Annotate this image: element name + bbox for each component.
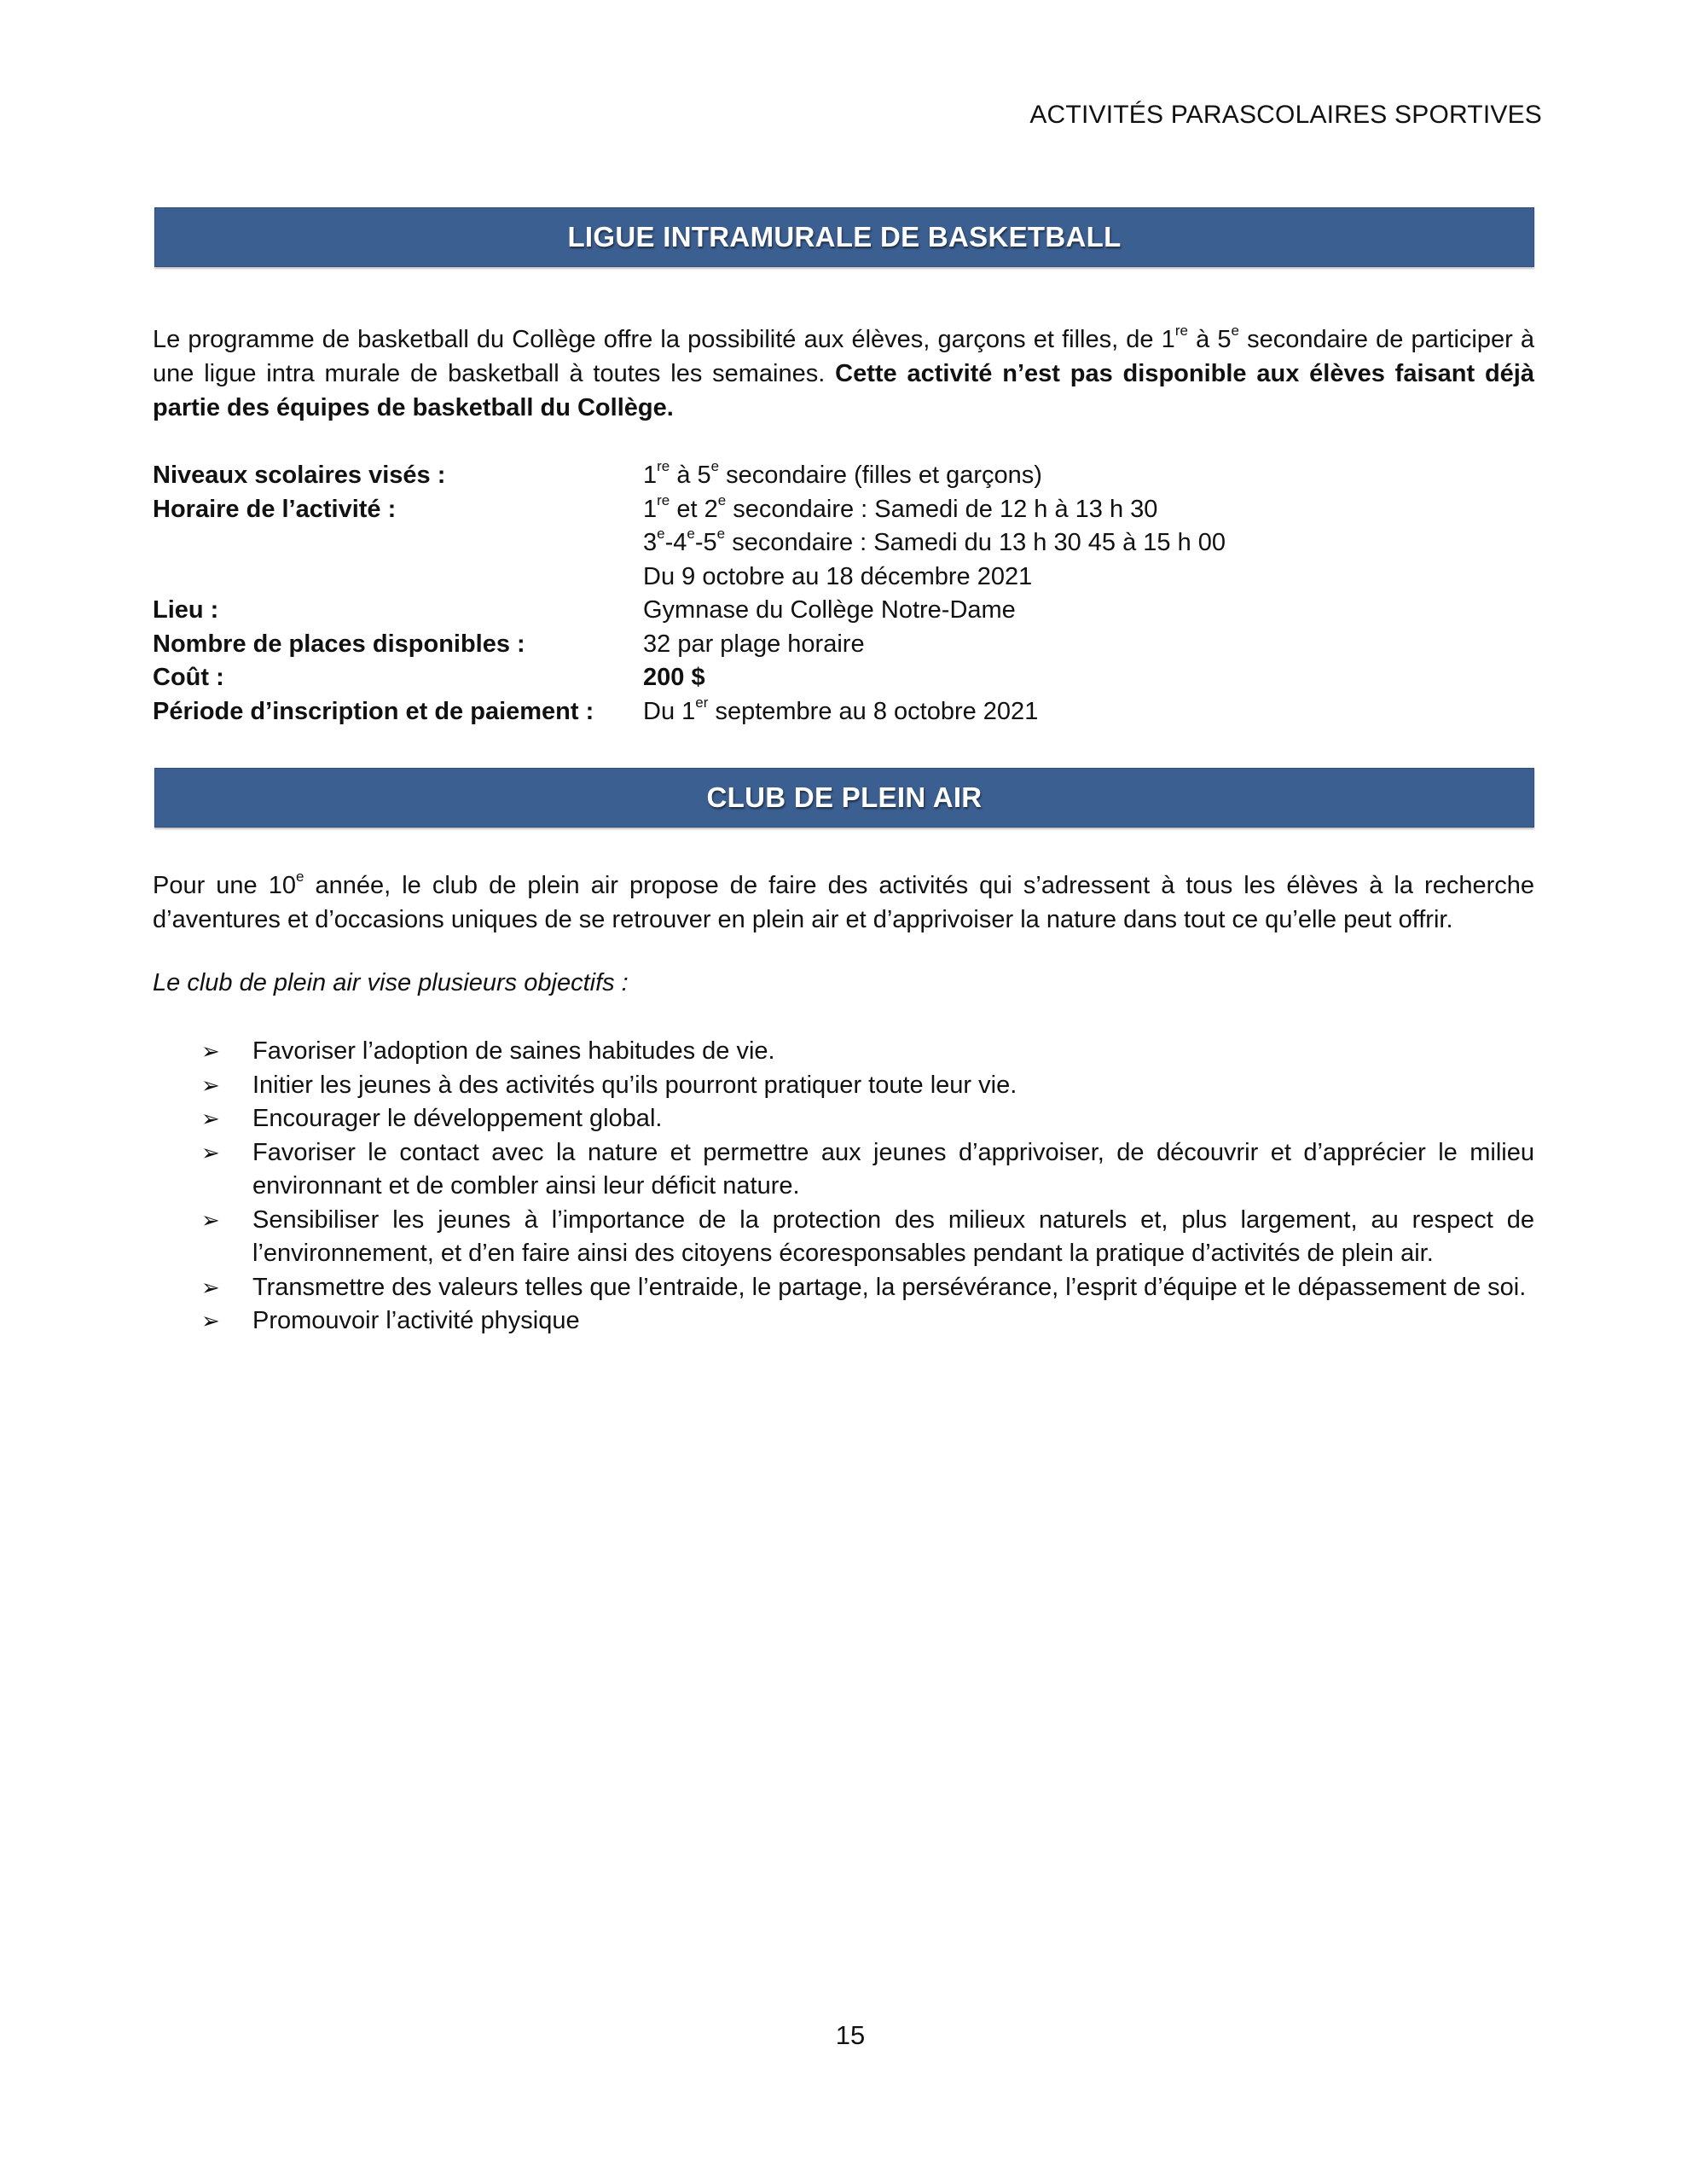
info-value: 3e-4e-5e secondaire : Samedi du 13 h 30 45 à 15 h 00 (643, 526, 1226, 556)
info-row-cost (153, 661, 1389, 695)
info-label: Lieu : (153, 596, 219, 624)
list-item (201, 1271, 1534, 1305)
info-row-place (153, 594, 1389, 628)
intro-text: à 5 (1187, 326, 1232, 353)
list-item (201, 1204, 1534, 1271)
info-value: 32 par plage horaire (643, 630, 865, 658)
list-item (201, 1136, 1534, 1204)
section-banner-plein-air (154, 768, 1534, 828)
info-label: Horaire de l’activité : (153, 495, 397, 523)
arrow-bullet-icon: ➢ (201, 1072, 220, 1098)
info-label: Niveaux scolaires visés : (153, 462, 446, 489)
intro-text: secondaire de participer à une ligue intra murale de basketball à toutes les semaines. (153, 326, 1535, 387)
list-item-text: Encourager le développement global. (252, 1105, 663, 1132)
running-header: ACTIVITÉS PARASCOLAIRES SPORTIVES (1029, 101, 1542, 129)
info-row-schedule-3 (153, 561, 1389, 595)
arrow-bullet-icon: ➢ (201, 1106, 220, 1131)
section-banner-basketball (154, 207, 1534, 267)
info-row-spots (153, 628, 1389, 662)
arrow-bullet-icon: ➢ (201, 1038, 220, 1064)
arrow-bullet-icon: ➢ (201, 1139, 220, 1165)
section-title-basketball: LIGUE INTRAMURALE DE BASKETBALL (567, 221, 1122, 253)
basketball-info-table (153, 459, 1389, 729)
list-item-text: Sensibiliser les jeunes à l’importance de la protection des milieux naturels et, plus largement, au respect de l’environnement, et d’en faire ainsi des citoyens écoresponsables pendant la pratique d’activités de plein air. (252, 1205, 1534, 1267)
list-item-text: Transmettre des valeurs telles que l’entraide, le partage, la persévérance, l’esprit d’équipe et le dépassement de soi. (252, 1273, 1527, 1301)
list-item (201, 1069, 1534, 1103)
list-item-text: Initier les jeunes à des activités qu’ils pourront pratiquer toute leur vie. (252, 1071, 1017, 1099)
info-row-schedule-2 (153, 526, 1389, 561)
info-row-schedule (153, 493, 1389, 527)
info-label: Coût : (153, 664, 224, 691)
info-label-empty (153, 526, 643, 561)
info-value: Gymnase du Collège Notre-Dame (643, 596, 1016, 624)
intro-superscript: re (1174, 322, 1188, 339)
info-label-empty (153, 561, 643, 595)
objectives-intro: Le club de plein air vise plusieurs objectifs : (153, 969, 629, 996)
info-value: Du 9 octobre au 18 décembre 2021 (643, 562, 1033, 590)
list-item (201, 1035, 1534, 1069)
arrow-bullet-icon: ➢ (201, 1308, 220, 1333)
list-item (201, 1102, 1534, 1136)
objectives-list (201, 1035, 1534, 1339)
intro-text: Pour une 10 (153, 872, 296, 899)
intro-superscript: e (295, 868, 304, 885)
page-number: 15 (835, 2020, 866, 2050)
section-title-plein-air: CLUB DE PLEIN AIR (706, 781, 983, 813)
info-row-registration (153, 695, 1389, 729)
plein-air-intro-paragraph (153, 868, 1534, 937)
info-label: Nombre de places disponibles : (153, 630, 525, 658)
list-item-text: Favoriser le contact avec la nature et permettre aux jeunes d’apprivoiser, de découvrir et d’apprécier le milieu environnant et de combler ainsi leur déficit nature. (252, 1138, 1534, 1199)
list-item-text: Promouvoir l’activité physique (252, 1307, 580, 1334)
basketball-intro-paragraph (153, 322, 1534, 425)
info-value-cost: 200 $ (643, 664, 705, 691)
arrow-bullet-icon: ➢ (201, 1206, 220, 1233)
intro-text: année, le club de plein air propose de faire des activités qui s’adressent à tous les élèves à la recherche d’aventures et d’occasions uniques de se retrouver en plein air et d’apprivoiser la nature dans tout ce qu’elle peut offrir. (153, 872, 1534, 933)
info-value: 1re et 2e secondaire : Samedi de 12 h à 13 h 30 (643, 491, 1158, 523)
info-label: Période d’inscription et de paiement : (153, 697, 594, 725)
intro-bold-note: Cette activité n’est pas disponible aux élèves faisant déjà partie des équipes de basketball du Collège. (153, 360, 1534, 421)
intro-superscript: e (1231, 322, 1239, 339)
info-value: Du 1er septembre au 8 octobre 2021 (643, 694, 1039, 725)
list-item-text: Favoriser l’adoption de saines habitudes de vie. (252, 1037, 775, 1065)
arrow-bullet-icon: ➢ (201, 1274, 220, 1300)
info-row-levels (153, 459, 1389, 493)
info-value: 1re à 5e secondaire (filles et garçons) (643, 458, 1042, 489)
list-item (201, 1304, 1534, 1339)
intro-text: Le programme de basketball du Collège offre la possibilité aux élèves, garçons et filles, de 1 (153, 326, 1175, 353)
